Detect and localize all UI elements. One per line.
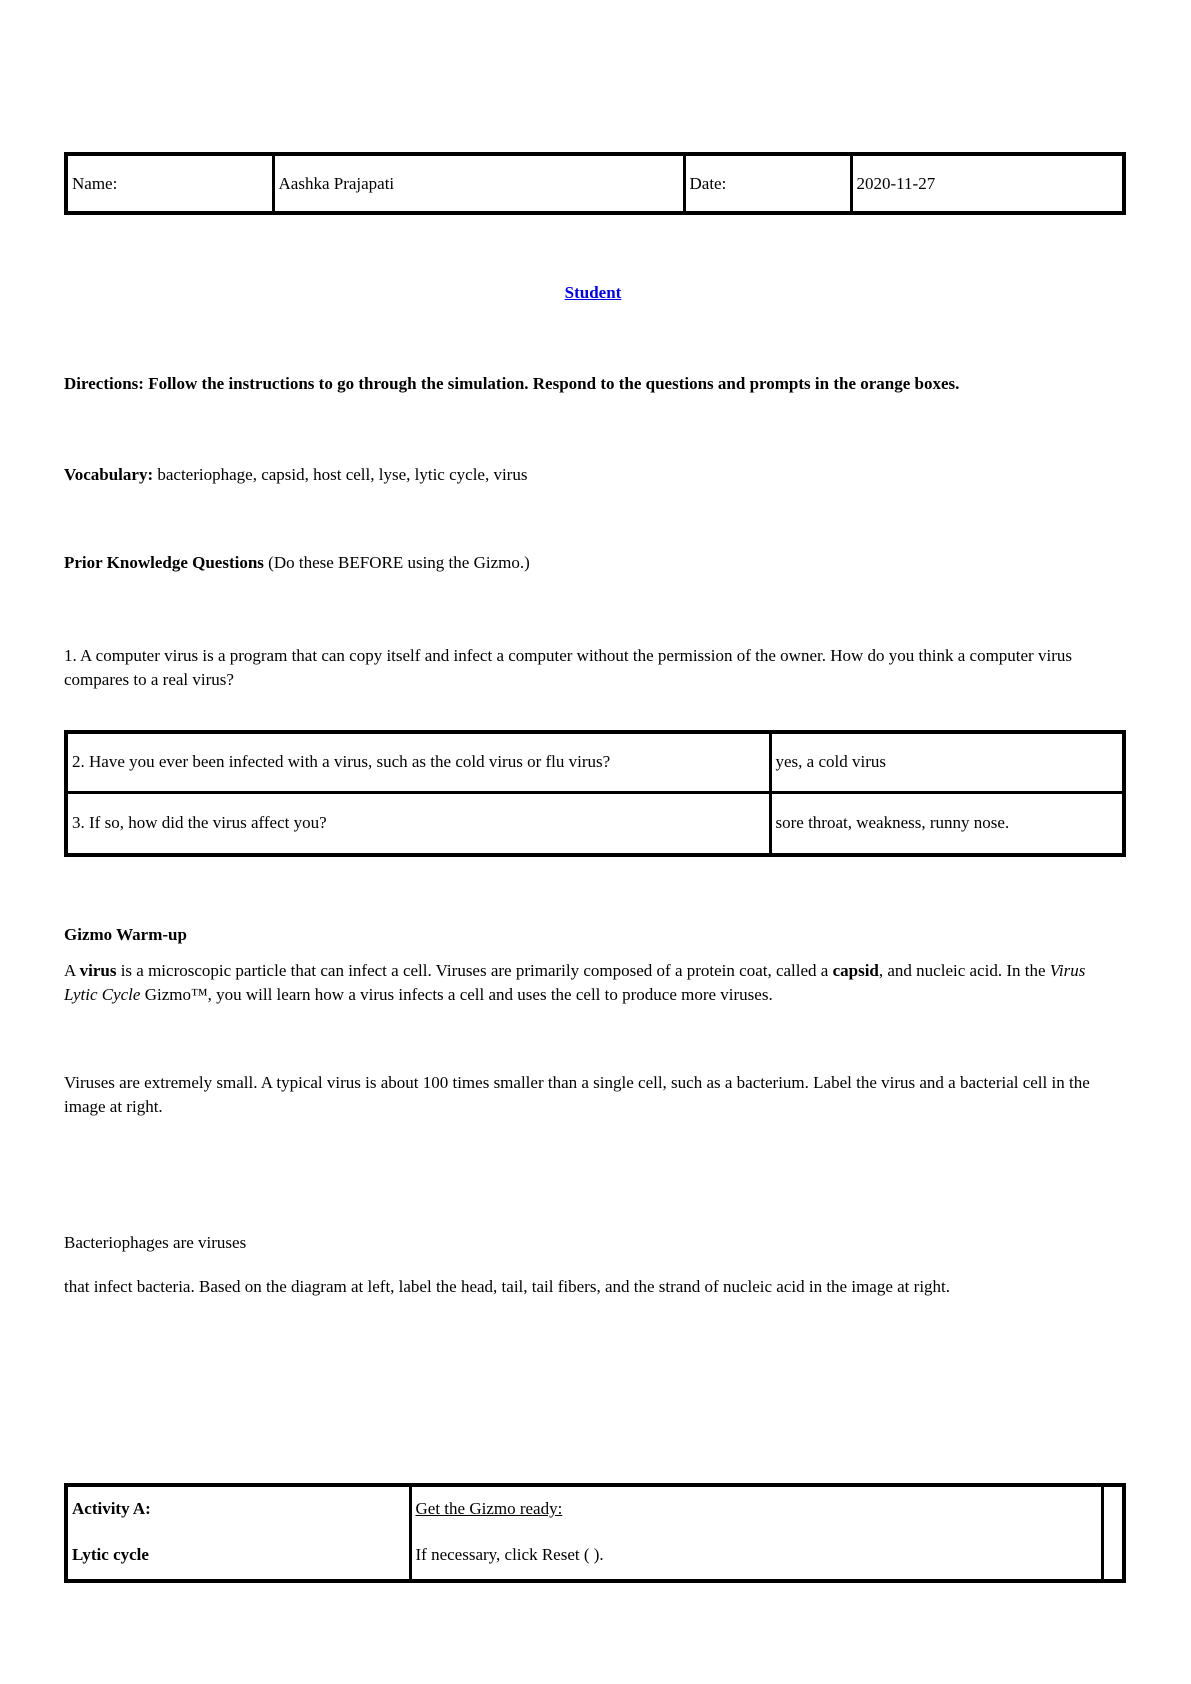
gizmo-ready-heading: Get the Gizmo ready: <box>415 1499 563 1518</box>
prior-knowledge-heading: Prior Knowledge Questions (Do these BEFORE using the Gizmo.) <box>64 553 530 572</box>
activity-a-table <box>64 1483 1126 1583</box>
student-link[interactable]: Student <box>564 283 622 302</box>
activity-label-cell <box>66 1485 410 1581</box>
warmup-heading: Gizmo Warm-up <box>64 925 187 944</box>
table-row <box>66 792 1124 855</box>
vocabulary-paragraph: Vocabulary: bacteriophage, capsid, host cell, lyse, lytic cycle, virus <box>64 465 528 484</box>
bacteriophage-line-1: Bacteriophages are viruses <box>64 1233 247 1252</box>
gizmo-ready-instruction: If necessary, click Reset ( ). <box>415 1545 604 1564</box>
question-3-cell: 3. If so, how did the virus affect you? <box>66 792 770 855</box>
date-value-cell: 2020-11-27 <box>851 154 1124 213</box>
student-link-row <box>64 281 1122 305</box>
name-date-table <box>64 152 1126 215</box>
prior-knowledge-table <box>64 730 1126 857</box>
warmup-paragraph: A virus is a microscopic particle that can infect a cell. Viruses are primarily composed of a protein coat, called a capsid, and nucleic acid. In the Virus Lytic Cycle Gizmo™, you will learn how a virus infects a cell and uses the cell to produce more viruses. <box>64 961 1086 1004</box>
question-1-paragraph: 1. A computer virus is a program that can copy itself and infect a computer without the permission of the owner. How do you think a computer virus compares to a real virus? <box>64 646 1072 689</box>
directions-paragraph: Directions: Follow the instructions to go through the simulation. Respond to the questions and prompts in the orange boxes. <box>64 374 960 393</box>
answer-3-cell: sore throat, weakness, runny nose. <box>770 792 1124 855</box>
date-label-cell: Date: <box>684 154 851 213</box>
question-2-cell: 2. Have you ever been infected with a virus, such as the cold virus or flu virus? <box>66 732 770 792</box>
table-row <box>66 1485 1124 1581</box>
table-row <box>66 154 1124 213</box>
activity-label: Activity A: <box>72 1499 151 1518</box>
gizmo-ready-cell <box>410 1485 1102 1581</box>
activity-name: Lytic cycle <box>72 1545 149 1564</box>
bacteriophage-line-2: that infect bacteria. Based on the diagram at left, label the head, tail, tail fibers, and the strand of nucleic acid in the image at right. <box>64 1277 951 1296</box>
name-label-cell: Name: <box>66 154 273 213</box>
virus-size-paragraph: Viruses are extremely small. A typical virus is about 100 times smaller than a single cell, such as a bacterium. Label the virus and a bacterial cell in the image at right. <box>64 1073 1090 1116</box>
answer-2-cell: yes, a cold virus <box>770 732 1124 792</box>
table-row <box>66 732 1124 792</box>
name-value-cell: Aashka Prajapati <box>273 154 684 213</box>
empty-edge-cell <box>1102 1485 1124 1581</box>
